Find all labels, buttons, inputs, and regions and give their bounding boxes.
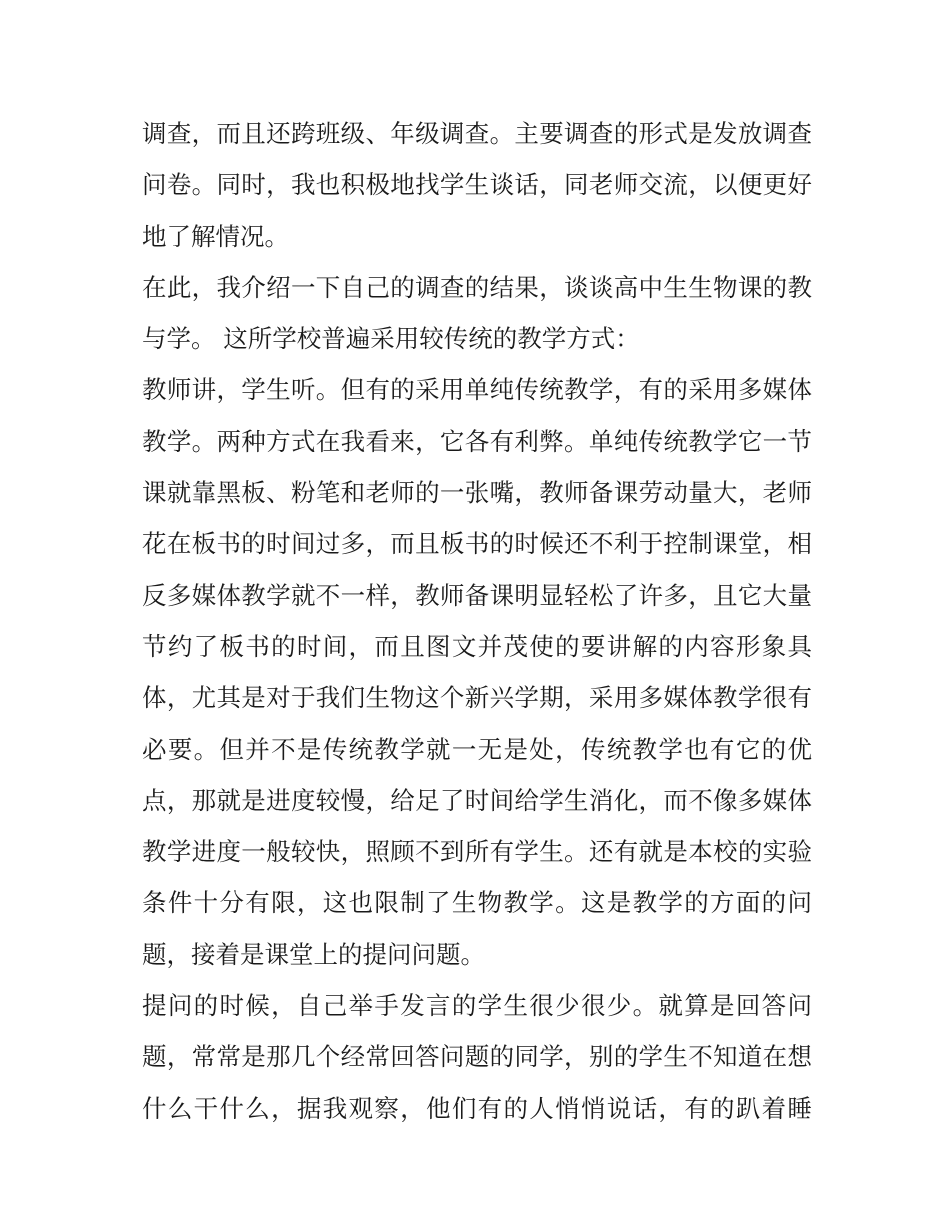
text-line: 教师讲，学生听。但有的采用单纯传统教学，有的采用多媒体: [142, 375, 812, 405]
text-line: 在此，我介绍一下自己的调查的结果，谈谈高中生生物课的教: [142, 272, 812, 302]
text-line: 与学。 这所学校普遍采用较传统的教学方式：: [142, 324, 640, 354]
text-line: 反多媒体教学就不一样，教师备课明显轻松了许多，且它大量: [142, 580, 812, 610]
text-line: 条件十分有限，这也限制了生物教学。这是教学的方面的问: [142, 888, 812, 918]
text-line: 点，那就是进度较慢，给足了时间给学生消化，而不像多媒体: [142, 785, 812, 815]
text-line: 题，接着是课堂上的提问问题。: [142, 939, 485, 969]
paragraph: [142, 364, 812, 980]
text-line: 问卷。同时，我也积极地找学生谈话，同老师交流，以便更好: [142, 170, 812, 200]
text-line: 教学进度一般较快，照顾不到所有学生。还有就是本校的实验: [142, 837, 812, 867]
paragraph: [142, 980, 812, 1134]
document-body: [142, 108, 812, 1134]
text-line: 花在板书的时间过多，而且板书的时候还不利于控制课堂，相: [142, 529, 812, 559]
text-line: 体，尤其是对于我们生物这个新兴学期，采用多媒体教学很有: [142, 683, 812, 713]
text-line: 教学。两种方式在我看来，它各有利弊。单纯传统教学它一节: [142, 426, 812, 456]
text-line: 地了解情况。: [142, 221, 289, 251]
text-line: 什么干什么，据我观察，他们有的人悄悄说话，有的趴着睡: [142, 1093, 812, 1123]
text-line: 题，常常是那几个经常回答问题的同学，别的学生不知道在想: [142, 1042, 812, 1072]
text-line: 课就靠黑板、粉笔和老师的一张嘴，教师备课劳动量大，老师: [142, 478, 812, 508]
text-line: 节约了板书的时间，而且图文并茂使的要讲解的内容形象具: [142, 631, 812, 661]
paragraph: [142, 108, 812, 262]
text-line: 提问的时候，自己举手发言的学生很少很少。就算是回答问: [142, 991, 812, 1021]
text-line: 必要。但并不是传统教学就一无是处，传统教学也有它的优: [142, 734, 812, 764]
text-line: 调查，而且还跨班级、年级调查。主要调查的形式是发放调查: [142, 119, 812, 148]
paragraph: [142, 262, 812, 365]
